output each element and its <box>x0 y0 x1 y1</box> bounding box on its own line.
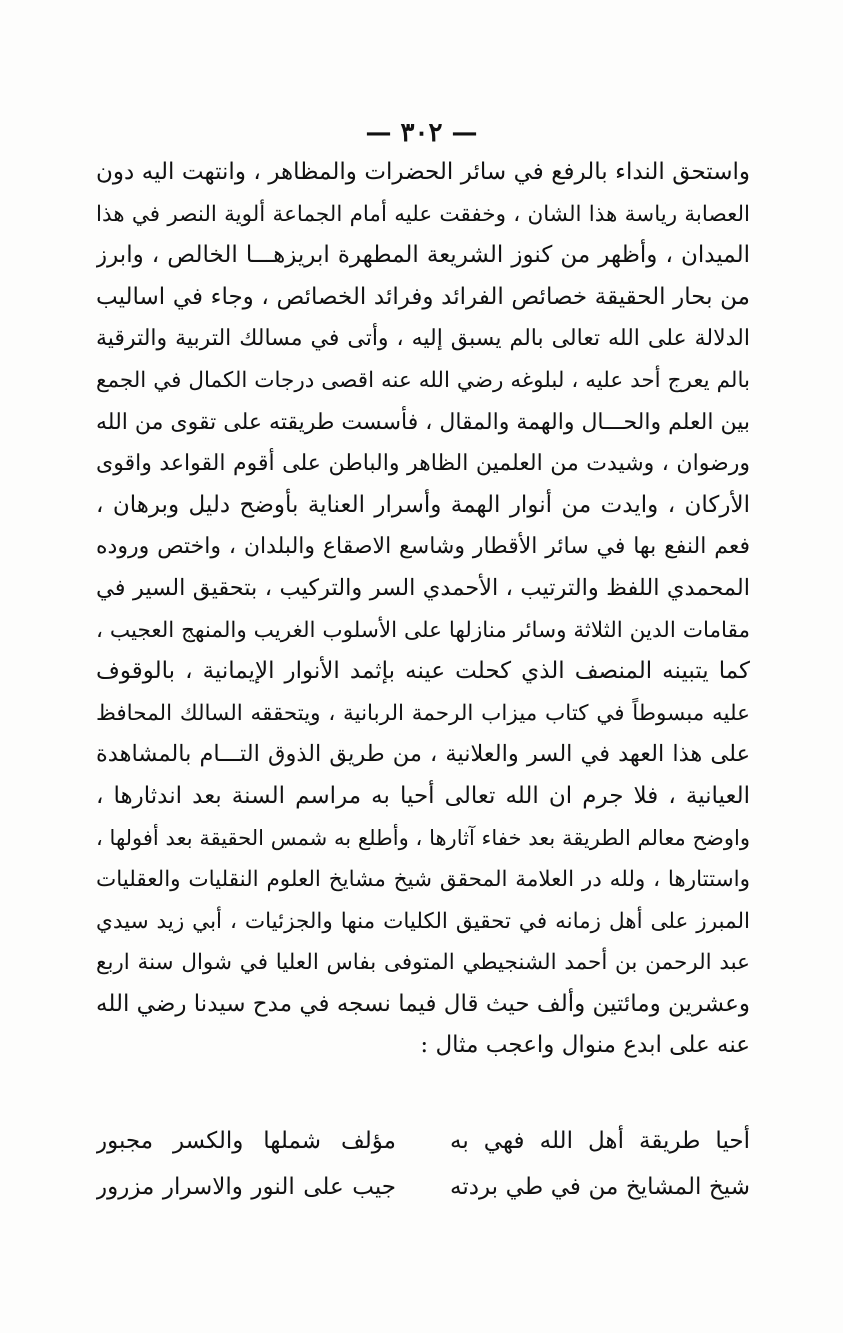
text-line: عليه مبسوطاً في كتاب ميزاب الرحمة الربانية ، ويتحققه السالك المحافظ <box>96 700 750 726</box>
text-line: الدلالة على الله تعالى بالم يسبق إليه ، وأتى في مسالك التربية والترقية <box>96 326 750 352</box>
text-line: فعم النفع بها في سائر الأقطار وشاسع الاصقاع والبلدان ، واختص وروده <box>96 534 750 560</box>
verse-second-hemistich: مؤلف شملها والكسر مجبور <box>96 1128 396 1154</box>
text-line: العيانية ، فلا جرم ان الله تعالى أحيا به مراسم السنة بعد اندثارها ، <box>96 782 750 809</box>
poem-verse <box>96 1118 750 1164</box>
body-text <box>96 152 750 1067</box>
verse-second-hemistich: جيب على النور والاسرار مزرور <box>96 1174 396 1200</box>
text-line: واستحق النداء بالرفع في سائر الحضرات والمظاهر ، وانتهت اليه دون <box>96 159 750 185</box>
text-line: على هذا العهد في السر والعلانية ، من طريق الذوق التـــام بالمشاهدة <box>96 741 750 768</box>
text-line: من بحار الحقيقة خصائص الفرائد وفرائد الخصائص ، وجاء في اساليب <box>96 283 750 310</box>
poem <box>96 1118 750 1210</box>
text-line: بين العلم والحـــال والهمة والمقال ، فأسست طريقته على تقوى من الله <box>96 409 750 435</box>
poem-verse <box>96 1164 750 1210</box>
verse-first-hemistich: شيخ المشايخ من في طي بردته <box>450 1174 750 1200</box>
text-line: عبد الرحمن بن أحمد الشنجيطي المتوفى بفاس العليا في شوال سنة اربع <box>96 950 750 976</box>
text-line: كما يتبينه المنصف الذي كحلت عينه بإثمد الأنوار الإيمانية ، بالوقوف <box>96 658 750 685</box>
text-line: الميدان ، وأظهر من كنوز الشريعة المطهرة ابريزهـــا الخالص ، وابرز <box>96 242 750 269</box>
text-line: واوضح معالم الطريقة بعد خفاء آثارها ، وأطلع به شمس الحقيقة بعد أفولها ، <box>96 825 750 850</box>
text-line: مقامات الدين الثلاثة وسائر منازلها على الأسلوب الغريب والمنهج العجيب ، <box>96 617 750 643</box>
text-line: بالم يعرج أحد عليه ، لبلوغه رضي الله عنه اقصى درجات الكمال في الجمع <box>96 367 750 393</box>
text-line: عنه على ابدع منوال واعجب مثال : <box>420 1032 750 1059</box>
text-line: المبرز على أهل زمانه في تحقيق الكليات منها والجزئيات ، أبي زيد سيدي <box>96 908 750 934</box>
text-line: وعشرين ومائتين وألف حيث قال فيما نسجه في مدح سيدنا رضي الله <box>96 990 750 1017</box>
text-line: ورضوان ، وشيدت من العلمين الظاهر والباطن على أقوم القواعد واقوى <box>96 451 750 477</box>
page-number: — ٣٠٢ — <box>365 118 478 148</box>
text-line: الأركان ، وايدت من أنوار الهمة وأسرار العناية بأوضح دليل وبرهان ، <box>96 491 750 518</box>
text-line: المحمدي اللفظ والترتيب ، الأحمدي السر والتركيب ، بتحقيق السير في <box>96 574 750 601</box>
text-line: واستتارها ، ولله در العلامة المحقق شيخ مشايخ العلوم النقليات والعقليات <box>96 867 750 893</box>
verse-first-hemistich: أحيا طريقة أهل الله فهي به <box>450 1128 750 1154</box>
text-line: العصابة رياسة هذا الشان ، وخفقت عليه أمام الجماعة ألوية النصر في هذا <box>96 201 750 227</box>
